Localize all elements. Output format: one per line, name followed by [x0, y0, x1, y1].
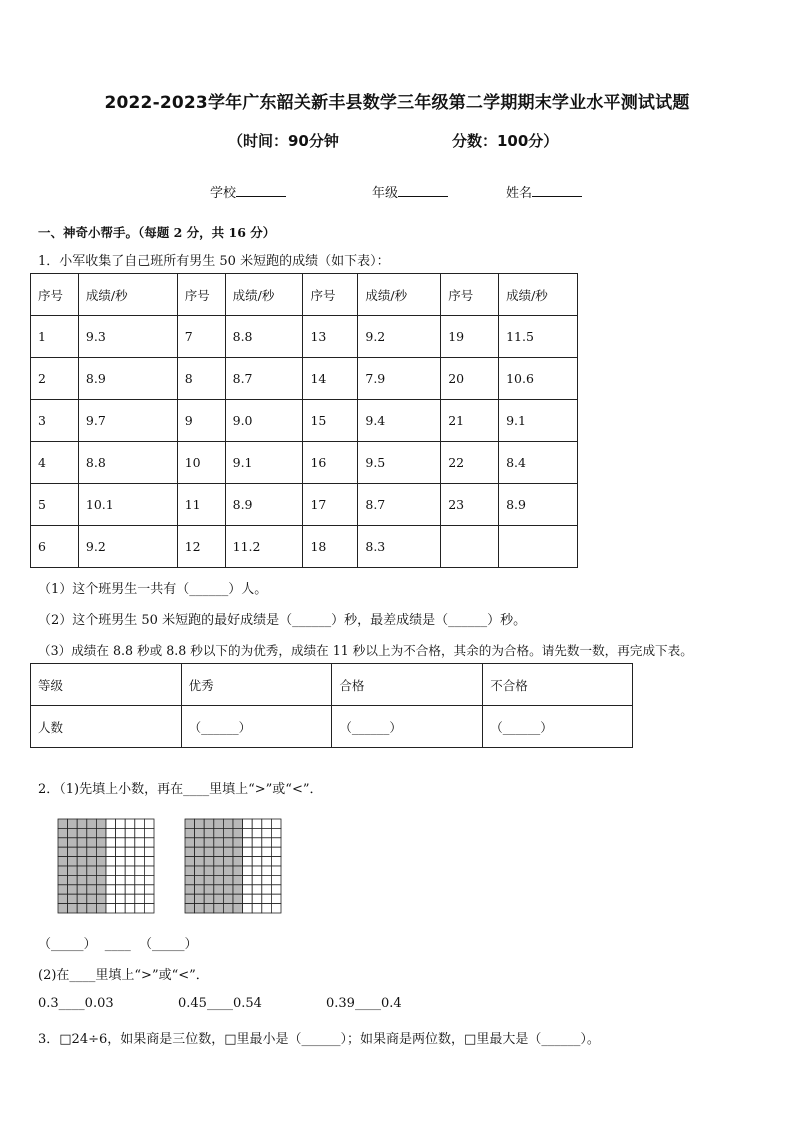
grid-cell-shaded	[185, 894, 195, 903]
grid-cell-shaded	[233, 875, 243, 884]
grid-cell	[116, 828, 126, 837]
grid-cell	[116, 838, 126, 847]
table-cell: 等级	[31, 664, 182, 706]
grid-cell-shaded	[96, 885, 106, 894]
grid-cell-shaded	[68, 819, 78, 828]
grid-cell	[243, 866, 253, 875]
table-cell: 2	[31, 358, 79, 400]
table-row	[31, 316, 578, 358]
grid-cell-shaded	[58, 828, 68, 837]
table-cell: 11.2	[225, 526, 303, 568]
question-3-text: 3．□24÷6，如果商是三位数，□里最小是（______）；如果商是两位数，□里最大是（______）。	[38, 1032, 600, 1047]
table-row	[31, 706, 633, 748]
grid-cell	[271, 857, 281, 866]
grid-cell	[271, 904, 281, 913]
table-cell: 成绩/秒	[225, 274, 303, 316]
table-cell: 14	[303, 358, 358, 400]
grid-cell-shaded	[195, 838, 205, 847]
grid-cell-shaded	[185, 819, 195, 828]
grid-cell-shaded	[87, 828, 97, 837]
grid-cell-shaded	[68, 866, 78, 875]
grid-cell	[262, 847, 272, 856]
grid-cell-shaded	[214, 828, 224, 837]
grid-cell-shaded	[77, 847, 87, 856]
grid-cell-shaded	[68, 828, 78, 837]
grid-cell-shaded	[68, 875, 78, 884]
grid-cell	[116, 819, 126, 828]
grid-cell	[252, 828, 262, 837]
grid-cell	[106, 819, 116, 828]
grid-cell	[106, 838, 116, 847]
grid-cell	[106, 847, 116, 856]
grid-cell-shaded	[96, 857, 106, 866]
grid-cell	[252, 857, 262, 866]
grid-cell-shaded	[87, 838, 97, 847]
table-cell: 9.1	[225, 442, 303, 484]
grid-cell	[144, 847, 154, 856]
grid-cell-shaded	[77, 885, 87, 894]
grid-cell	[125, 885, 135, 894]
name-field	[506, 182, 582, 201]
grid-cell-shaded	[77, 828, 87, 837]
grid-cell-shaded	[68, 885, 78, 894]
table-cell: 9	[177, 400, 225, 442]
table-row	[31, 358, 578, 400]
grid-cell	[252, 894, 262, 903]
table-cell: 13	[303, 316, 358, 358]
grid-cell-shaded	[233, 847, 243, 856]
grid-cell	[144, 828, 154, 837]
grid-cell	[271, 847, 281, 856]
grid-cell	[135, 894, 145, 903]
table-cell: 20	[441, 358, 499, 400]
grade-field	[372, 182, 448, 201]
table-cell: 11.5	[499, 316, 578, 358]
grid-cell-shaded	[223, 885, 233, 894]
grid-cell-shaded	[58, 894, 68, 903]
table-cell: 7.9	[358, 358, 441, 400]
grid-cell	[135, 847, 145, 856]
grid-cell	[135, 875, 145, 884]
grid-cell-shaded	[77, 866, 87, 875]
question-2-answer-line[interactable]: （_____） ____ （_____）	[38, 937, 198, 952]
grid-cell-shaded	[185, 875, 195, 884]
table-cell: 10.1	[78, 484, 177, 526]
grid-cell	[262, 894, 272, 903]
grid-cell-shaded	[58, 875, 68, 884]
table-cell: 序号	[441, 274, 499, 316]
grid-cell	[243, 894, 253, 903]
table-cell: 11	[177, 484, 225, 526]
grid-cell-shaded	[58, 847, 68, 856]
grade-table	[30, 663, 633, 748]
grid-cell-shaded	[195, 847, 205, 856]
table-cell: 9.2	[78, 526, 177, 568]
grid-cell	[106, 904, 116, 913]
grid-cell-shaded	[223, 857, 233, 866]
table-cell: 16	[303, 442, 358, 484]
grid-cell	[125, 838, 135, 847]
grid-cell	[144, 838, 154, 847]
grid-cell-shaded	[204, 904, 214, 913]
grid-cell	[144, 857, 154, 866]
hundred-grid-2	[184, 818, 282, 914]
grid-cell	[135, 904, 145, 913]
grid-cell	[125, 904, 135, 913]
table-cell: 8	[177, 358, 225, 400]
table-cell: 8.7	[358, 484, 441, 526]
table-cell: 23	[441, 484, 499, 526]
grid-cell-shaded	[87, 847, 97, 856]
grid-cell	[125, 847, 135, 856]
grid-cell	[144, 819, 154, 828]
grid-cell-shaded	[58, 885, 68, 894]
grid-cell-shaded	[87, 904, 97, 913]
page-title: 2022-2023学年广东韶关新丰县数学三年级第二学期期末学业水平测试试题	[104, 93, 690, 113]
grid-cell-shaded	[87, 894, 97, 903]
table-cell: 合格	[332, 664, 483, 706]
grid-cell	[144, 894, 154, 903]
grid-cell-shaded	[195, 875, 205, 884]
grid-cell	[252, 885, 262, 894]
grid-cell-shaded	[204, 838, 214, 847]
grid-cell	[116, 875, 126, 884]
table-cell: 6	[31, 526, 79, 568]
question-1-part-2: （2）这个班男生 50 米短跑的最好成绩是（______）秒，最差成绩是（______）秒。	[38, 613, 527, 628]
grid-cell-shaded	[58, 838, 68, 847]
grid-cell-shaded	[204, 894, 214, 903]
grid-cell-shaded	[233, 838, 243, 847]
grid-cell	[125, 894, 135, 903]
question-2-part-2: (2)在____里填上“>”或“<”．	[38, 968, 209, 983]
grid-cell-shaded	[185, 847, 195, 856]
grid-cell	[106, 866, 116, 875]
table-cell: 9.3	[78, 316, 177, 358]
grid-cell-shaded	[96, 847, 106, 856]
grid-cell	[262, 828, 272, 837]
grid-cell	[135, 866, 145, 875]
table-cell: 10	[177, 442, 225, 484]
table-row	[31, 526, 578, 568]
grid-cell-shaded	[77, 838, 87, 847]
grid-cell	[262, 866, 272, 875]
school-label: 学校	[210, 186, 237, 201]
answer-blank[interactable]: （______）	[181, 706, 332, 748]
grid-cell-shaded	[223, 819, 233, 828]
grid-cell-shaded	[185, 857, 195, 866]
section-heading: 一、神奇小帮手。（每题 2 分，共 16 分）	[38, 225, 276, 240]
table-cell: 9.7	[78, 400, 177, 442]
grid-cell	[243, 904, 253, 913]
grid-cell	[243, 828, 253, 837]
table-cell: 9.4	[358, 400, 441, 442]
table-cell: 不合格	[483, 664, 633, 706]
grid-cell-shaded	[68, 838, 78, 847]
grid-cell	[271, 894, 281, 903]
grid-cell-shaded	[87, 857, 97, 866]
grid-cell-shaded	[58, 866, 68, 875]
grid-cell	[106, 894, 116, 903]
grid-cell	[106, 857, 116, 866]
grid-cell-shaded	[204, 875, 214, 884]
grid-cell	[262, 885, 272, 894]
grid-cell	[144, 866, 154, 875]
scores-table	[30, 273, 578, 568]
table-cell: 8.9	[499, 484, 578, 526]
table-cell: 12	[177, 526, 225, 568]
grid-cell	[243, 819, 253, 828]
grid-cell-shaded	[214, 838, 224, 847]
grid-cell	[252, 904, 262, 913]
grid-cell	[262, 875, 272, 884]
answer-blank[interactable]: （______）	[483, 706, 633, 748]
table-row	[31, 484, 578, 526]
grid-cell-shaded	[96, 866, 106, 875]
grid-cell-shaded	[233, 857, 243, 866]
grid-cell-shaded	[233, 904, 243, 913]
grid-cell-shaded	[68, 847, 78, 856]
table-cell: 18	[303, 526, 358, 568]
grid-cell-shaded	[223, 904, 233, 913]
grid-cell	[135, 819, 145, 828]
grid-cell	[243, 838, 253, 847]
table-cell: 序号	[303, 274, 358, 316]
grid-cell-shaded	[185, 828, 195, 837]
grid-cell	[116, 847, 126, 856]
table-cell: 1	[31, 316, 79, 358]
grid-cell-shaded	[204, 857, 214, 866]
table-cell: 22	[441, 442, 499, 484]
answer-blank[interactable]: （______）	[332, 706, 483, 748]
grid-cell	[116, 885, 126, 894]
grid-cell-shaded	[185, 904, 195, 913]
grid-cell	[243, 885, 253, 894]
grid-cell	[243, 857, 253, 866]
grid-cell	[106, 828, 116, 837]
grid-cell-shaded	[214, 857, 224, 866]
grid-cell-shaded	[68, 894, 78, 903]
grid-cell-shaded	[214, 847, 224, 856]
grid-cell	[271, 819, 281, 828]
exam-score: 分数：100分）	[452, 132, 559, 150]
grid-cell-shaded	[214, 885, 224, 894]
grid-cell-shaded	[87, 819, 97, 828]
grid-cell	[144, 904, 154, 913]
grid-cell-shaded	[185, 885, 195, 894]
grid-cell	[135, 828, 145, 837]
table-cell: 成绩/秒	[499, 274, 578, 316]
grid-cell-shaded	[185, 866, 195, 875]
grid-cell-shaded	[68, 904, 78, 913]
table-cell: 人数	[31, 706, 182, 748]
grid-cell-shaded	[96, 838, 106, 847]
exam-time: （时间：90分钟	[228, 132, 339, 150]
grid-cell	[116, 894, 126, 903]
grid-cell	[262, 857, 272, 866]
grid-cell-shaded	[214, 875, 224, 884]
table-header-row	[31, 664, 633, 706]
table-cell: 成绩/秒	[358, 274, 441, 316]
grid-cell	[106, 875, 116, 884]
grid-cell-shaded	[77, 875, 87, 884]
grid-cell-shaded	[223, 875, 233, 884]
grid-cell-shaded	[195, 866, 205, 875]
grid-cell-shaded	[233, 894, 243, 903]
grid-cell	[252, 866, 262, 875]
grid-cell-shaded	[204, 828, 214, 837]
grid-cell	[125, 828, 135, 837]
grid-cell-shaded	[204, 847, 214, 856]
grid-cell-shaded	[58, 857, 68, 866]
grid-cell-shaded	[195, 819, 205, 828]
grid-cell-shaded	[68, 857, 78, 866]
table-cell: 9.0	[225, 400, 303, 442]
grid-cell	[116, 857, 126, 866]
table-cell: 8.4	[499, 442, 578, 484]
grid-cell	[252, 838, 262, 847]
table-cell: 8.8	[78, 442, 177, 484]
grid-cell	[116, 904, 126, 913]
grid-cell-shaded	[214, 866, 224, 875]
table-cell: 序号	[177, 274, 225, 316]
grid-cell-shaded	[223, 828, 233, 837]
grid-cell	[271, 885, 281, 894]
grid-cell	[243, 875, 253, 884]
grid-cell-shaded	[214, 819, 224, 828]
question-1-part-3: （3）成绩在 8.8 秒或 8.8 秒以下的为优秀，成绩在 11 秒以上为不合格，其余的为合格。请先数一数，再完成下表。	[38, 643, 693, 658]
grid-cell-shaded	[233, 866, 243, 875]
grid-cell	[252, 847, 262, 856]
grid-cell-shaded	[195, 885, 205, 894]
grid-cell-shaded	[96, 894, 106, 903]
table-cell: 9.1	[499, 400, 578, 442]
grid-cell	[106, 885, 116, 894]
table-cell: 成绩/秒	[78, 274, 177, 316]
grid-cell	[135, 885, 145, 894]
grid-cell	[135, 838, 145, 847]
compare-item[interactable]: 0.45____0.54	[178, 996, 262, 1011]
grid-cell	[125, 819, 135, 828]
grid-cell	[262, 904, 272, 913]
grid-cell	[125, 857, 135, 866]
question-2-text: 2．（1)先填上小数，再在____里填上“>”或“<”．	[38, 782, 323, 797]
table-cell: 5	[31, 484, 79, 526]
grid-cell-shaded	[87, 866, 97, 875]
grid-cell	[144, 885, 154, 894]
grid-cell	[252, 819, 262, 828]
grid-cell-shaded	[214, 894, 224, 903]
grid-cell-shaded	[87, 875, 97, 884]
grid-cell	[252, 875, 262, 884]
grid-cell	[144, 875, 154, 884]
grid-cell-shaded	[96, 819, 106, 828]
table-cell: 21	[441, 400, 499, 442]
table-cell	[441, 526, 499, 568]
table-cell: 8.8	[225, 316, 303, 358]
grid-cell-shaded	[77, 857, 87, 866]
compare-item[interactable]: 0.39____0.4	[326, 996, 402, 1011]
table-cell: 10.6	[499, 358, 578, 400]
table-row	[31, 400, 578, 442]
grid-cell-shaded	[185, 838, 195, 847]
question-1-part-1: （1）这个班男生一共有（______）人。	[38, 582, 268, 597]
grid-cell	[271, 866, 281, 875]
question-1-text: 1．小军收集了自己班所有男生 50 米短跑的成绩（如下表）：	[38, 254, 390, 269]
table-cell: 优秀	[181, 664, 332, 706]
table-cell: 序号	[31, 274, 79, 316]
grid-cell-shaded	[204, 866, 214, 875]
grid-cell-shaded	[204, 819, 214, 828]
name-label: 姓名	[506, 186, 533, 201]
grid-cell-shaded	[233, 819, 243, 828]
table-cell: 8.7	[225, 358, 303, 400]
grid-cell-shaded	[233, 828, 243, 837]
grade-label: 年级	[372, 186, 399, 201]
grid-cell-shaded	[223, 838, 233, 847]
grid-cell-shaded	[195, 904, 205, 913]
grid-cell	[125, 875, 135, 884]
table-cell: 8.9	[78, 358, 177, 400]
hundred-grid-1	[57, 818, 155, 914]
grid-cell-shaded	[96, 828, 106, 837]
grid-cell-shaded	[77, 904, 87, 913]
grid-cell	[243, 847, 253, 856]
grid-cell-shaded	[204, 885, 214, 894]
grid-cell-shaded	[87, 885, 97, 894]
grid-cell-shaded	[223, 847, 233, 856]
grid-cell	[262, 819, 272, 828]
table-row	[31, 442, 578, 484]
school-field	[210, 182, 286, 201]
table-cell: 19	[441, 316, 499, 358]
grid-cell	[125, 866, 135, 875]
grid-cell-shaded	[195, 894, 205, 903]
table-cell: 17	[303, 484, 358, 526]
grid-cell-shaded	[195, 857, 205, 866]
table-header-row	[31, 274, 578, 316]
grid-cell-shaded	[233, 885, 243, 894]
grid-cell-shaded	[58, 904, 68, 913]
grid-cell-shaded	[195, 828, 205, 837]
table-cell: 3	[31, 400, 79, 442]
grid-cell-shaded	[77, 819, 87, 828]
table-cell	[499, 526, 578, 568]
table-cell: 7	[177, 316, 225, 358]
table-cell: 15	[303, 400, 358, 442]
grid-cell-shaded	[214, 904, 224, 913]
grid-cell-shaded	[223, 866, 233, 875]
grid-cell	[271, 875, 281, 884]
grid-cell-shaded	[96, 904, 106, 913]
table-cell: 8.3	[358, 526, 441, 568]
grid-cell	[116, 866, 126, 875]
grid-cell-shaded	[96, 875, 106, 884]
grid-cell	[262, 838, 272, 847]
grid-cell-shaded	[58, 819, 68, 828]
grid-cell	[135, 857, 145, 866]
table-cell: 9.2	[358, 316, 441, 358]
grid-cell	[271, 838, 281, 847]
table-cell: 9.5	[358, 442, 441, 484]
grid-cell-shaded	[77, 894, 87, 903]
grid-cell	[271, 828, 281, 837]
table-cell: 4	[31, 442, 79, 484]
compare-item[interactable]: 0.3____0.03	[38, 996, 114, 1011]
grid-cell-shaded	[223, 894, 233, 903]
table-cell: 8.9	[225, 484, 303, 526]
